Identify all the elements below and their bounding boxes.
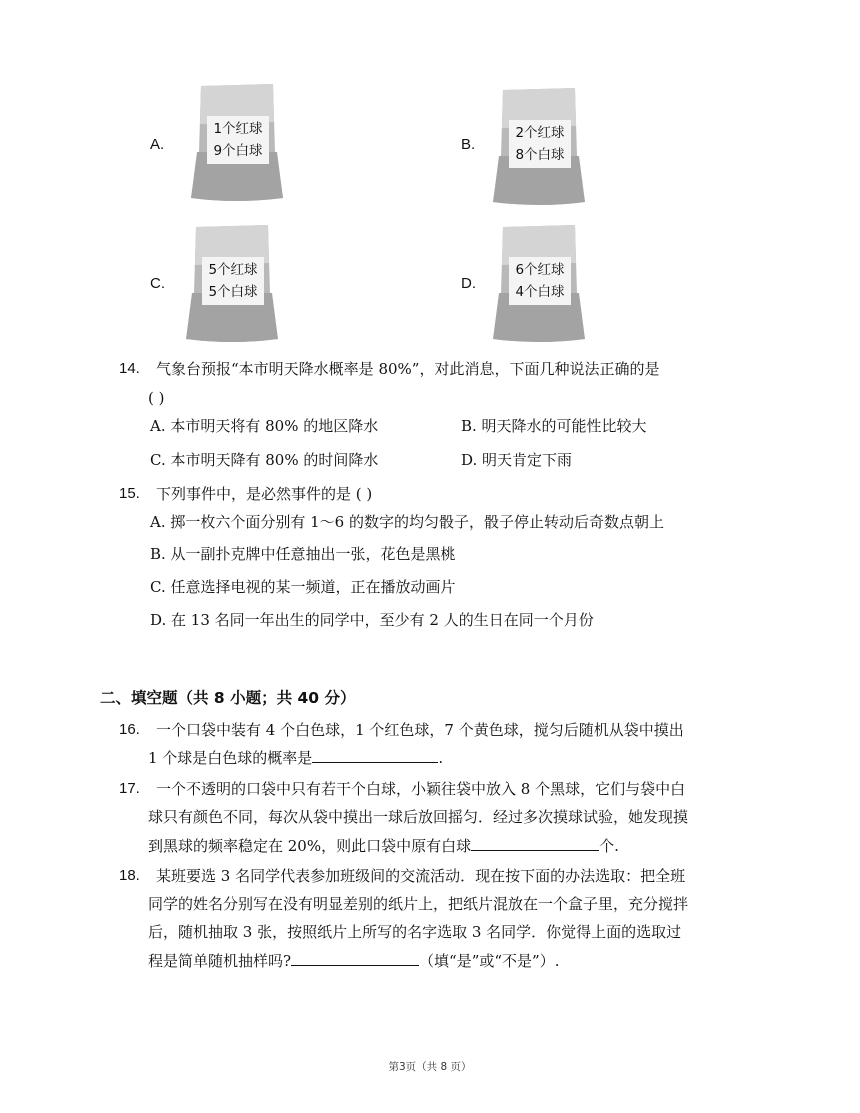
q18-line2: 同学的姓名分别写在没有明显差别的纸片上，把纸片混放在一个盒子里，充分搅拌 (148, 895, 689, 913)
q17-answer-blank[interactable] (471, 835, 599, 851)
q15-option-c: C. 任意选择电视的某一频道，正在播放动画片 (150, 578, 456, 596)
q13-option-c-bag-image (184, 223, 280, 345)
q16-number: 16. (119, 721, 140, 738)
q13-option-a-letter: A. (150, 136, 165, 153)
q14-option-b: B. 明天降水的可能性比较大 (461, 417, 647, 435)
q15-number: 15. (119, 485, 140, 502)
q13-option-b-bag-image (491, 86, 587, 208)
q16-line2: 1 个球是白色球的概率是 . (148, 749, 444, 767)
q17-number: 17. (119, 780, 140, 797)
section-fill-in-title: 二、填空题（共 8 小题；共 40 分） (100, 689, 356, 707)
q15-option-b: B. 从一副扑克牌中任意抽出一张，花色是黑桃 (150, 545, 456, 563)
q16-answer-blank[interactable] (312, 747, 438, 763)
q17-line1: 一个不透明的口袋中只有若干个白球，小颖往袋中放入 8 个黑球，它们与袋中白 (156, 780, 686, 798)
bag-label: 5个红球 5个白球 (202, 257, 264, 305)
q16-line1: 一个口袋中装有 4 个白色球，1 个红色球，7 个黄色球，搅匀后随机从袋中摸出 (156, 721, 684, 739)
bag-label: 1个红球 9个白球 (207, 116, 269, 164)
q14-option-c: C. 本市明天降有 80% 的时间降水 (150, 451, 379, 469)
q18-answer-blank[interactable] (291, 950, 419, 966)
bag-label: 6个红球 4个白球 (509, 257, 571, 305)
q17-line3: 到黑球的频率稳定在 20%，则此口袋中原有白球 个. (148, 837, 619, 855)
q15-option-d: D. 在 13 名同一年出生的同学中，至少有 2 人的生日在同一个月份 (150, 611, 594, 629)
q17-line2: 球只有颜色不同，每次从袋中摸出一球后放回摇匀．经过多次摸球试验，她发现摸 (148, 808, 689, 826)
q13-option-c-letter: C. (150, 275, 165, 292)
q18-line4: 程是简单随机抽样吗? （填“是”或“不是”）. (148, 952, 560, 970)
q14-option-d: D. 明天肯定下雨 (461, 451, 573, 469)
q18-line1: 某班要选 3 名同学代表参加班级间的交流活动．现在按下面的办法选取：把全班 (156, 867, 686, 885)
q13-option-b-letter: B. (461, 136, 476, 153)
q13-option-d-letter: D. (461, 275, 476, 292)
q18-line3: 后，随机抽取 3 张，按照纸片上所写的名字选取 3 名同学．你觉得上面的选取过 (148, 923, 682, 941)
page-footer: 第3页（共 8 页） (388, 1061, 472, 1073)
q13-option-d-bag-image (491, 223, 587, 345)
q14-option-a: A. 本市明天将有 80% 的地区降水 (150, 417, 379, 435)
q14-number: 14. (119, 360, 140, 377)
q13-option-a-bag-image (189, 82, 285, 204)
q18-number: 18. (119, 867, 140, 884)
q14-stem-line2: ( ) (148, 389, 165, 407)
q14-stem-line1: 气象台预报“本市明天降水概率是 80%”，对此消息，下面几种说法正确的是 (156, 360, 660, 378)
q15-stem: 下列事件中，是必然事件的是 ( ) (156, 485, 373, 503)
bag-label: 2个红球 8个白球 (509, 120, 571, 168)
q15-option-a: A. 掷一枚六个面分别有 1～6 的数字的均匀骰子，骰子停止转动后奇数点朝上 (150, 513, 664, 531)
